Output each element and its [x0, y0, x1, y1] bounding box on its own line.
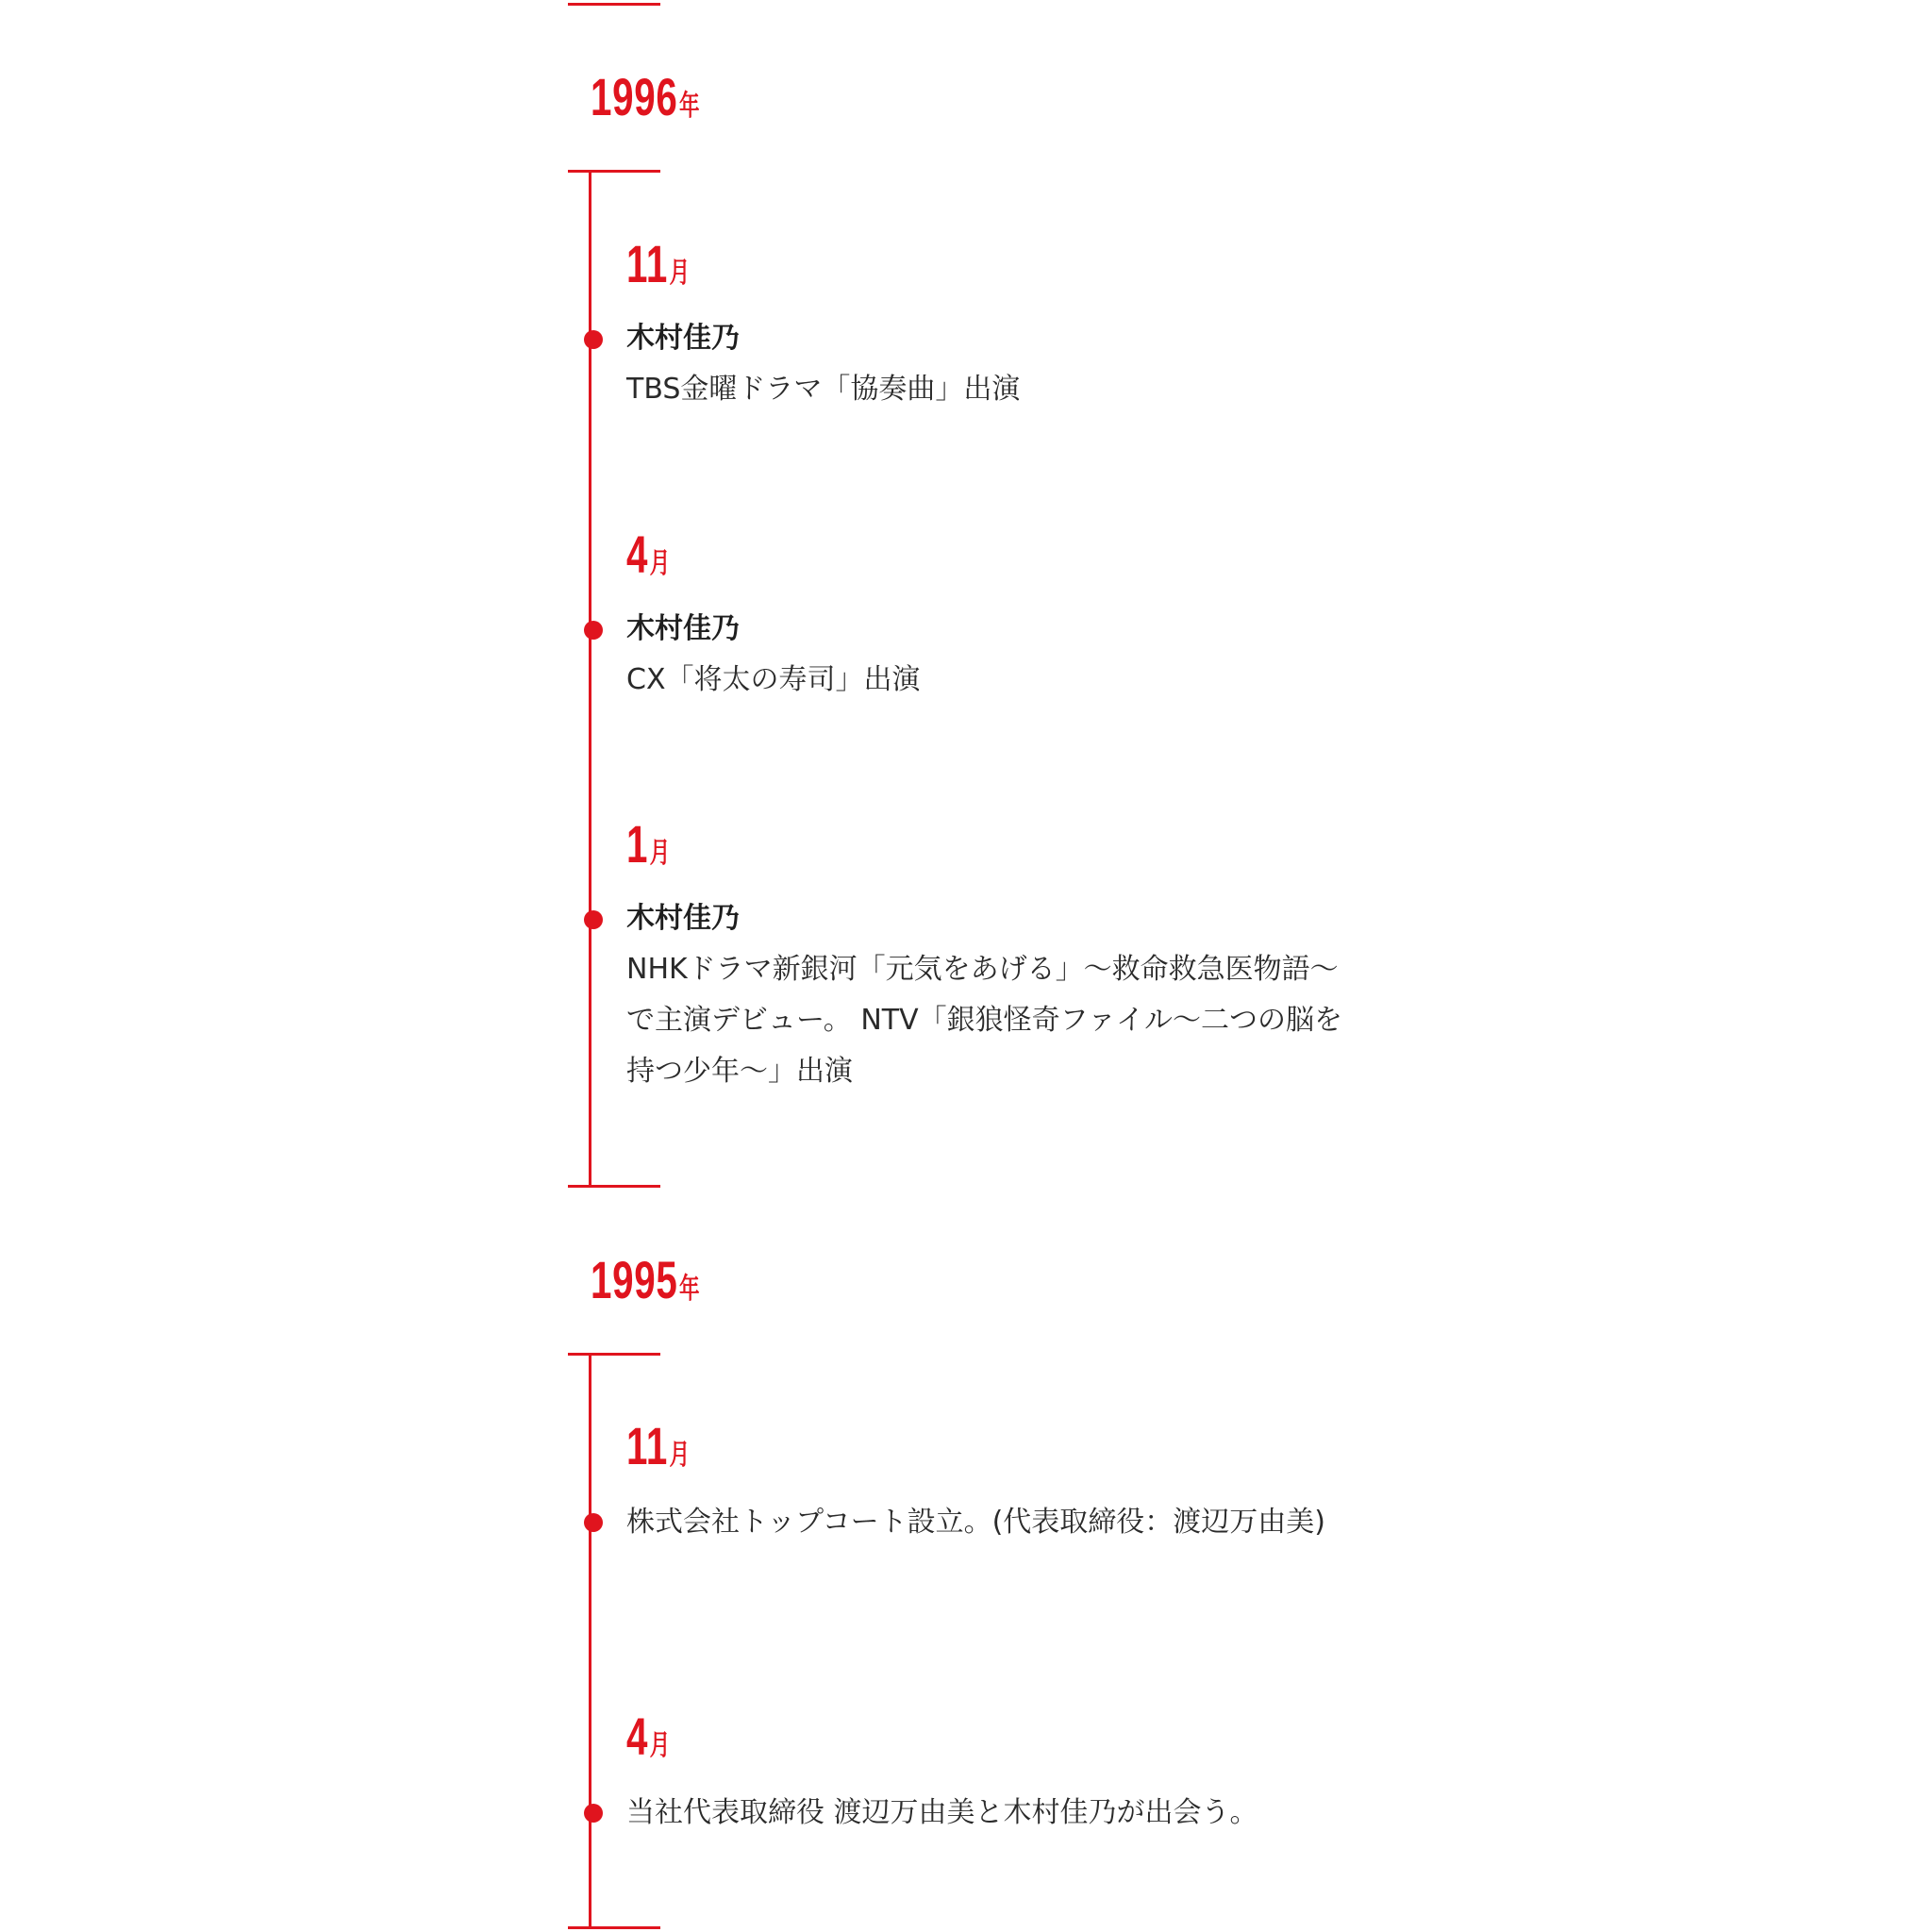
timeline-dot — [584, 1804, 603, 1823]
entry-name: 木村佳乃 — [626, 902, 740, 935]
year-heading — [591, 66, 700, 127]
timeline-dot — [584, 910, 603, 929]
month-number: 4 — [626, 1707, 649, 1766]
entry-text: 株式会社トップコート設立。(代表取締役：渡辺万由美) — [626, 1506, 1326, 1539]
month-heading — [626, 233, 690, 294]
entry-text: 当社代表取締役 渡辺万由美と木村佳乃が出会う。 — [626, 1796, 1258, 1829]
timeline-cap-1996-end — [568, 1185, 660, 1188]
timeline-dot — [584, 330, 603, 349]
entry-text: TBS金曜ドラマ「協奏曲」出演 — [626, 373, 1021, 406]
month-heading — [626, 1706, 670, 1767]
month-heading — [626, 524, 670, 585]
timeline-entry — [626, 893, 1362, 1097]
year-number: 1995 — [591, 1250, 678, 1309]
month-unit: 月 — [669, 258, 691, 289]
month-number: 1 — [626, 814, 649, 874]
year-unit: 年 — [679, 91, 700, 122]
month-unit: 月 — [669, 1440, 691, 1471]
timeline-cap-1995-end — [568, 1926, 660, 1929]
timeline-cap-1996-start — [568, 170, 660, 173]
month-unit: 月 — [649, 1730, 671, 1761]
month-unit: 月 — [649, 838, 671, 869]
entry-text: CX「将太の寿司」出演 — [626, 663, 921, 696]
month-number: 11 — [626, 234, 669, 293]
month-heading — [626, 1415, 690, 1476]
timeline-dot — [584, 1513, 603, 1532]
timeline-line-1995 — [589, 1354, 591, 1929]
timeline-entry — [626, 1497, 1362, 1548]
year-unit: 年 — [679, 1274, 700, 1305]
entry-text: NHKドラマ新銀河「元気をあげる」〜救命救急医物語〜で主演デビュー。 NTV「銀狼怪奇ファイル〜二つの脳を持つ少年〜」出演 — [626, 953, 1343, 1088]
entry-name: 木村佳乃 — [626, 612, 740, 645]
timeline-line-1996 — [589, 171, 591, 1188]
entry-name: 木村佳乃 — [626, 322, 740, 355]
timeline-entry — [626, 604, 1362, 706]
timeline-dot — [584, 621, 603, 640]
month-heading — [626, 813, 670, 874]
timeline-entry — [626, 313, 1362, 415]
month-unit: 月 — [649, 548, 671, 579]
year-heading — [591, 1249, 700, 1310]
month-number: 4 — [626, 525, 649, 584]
year-number: 1996 — [591, 67, 678, 126]
timeline-cap-1995-start — [568, 1353, 660, 1356]
month-number: 11 — [626, 1416, 669, 1475]
timeline-entry — [626, 1788, 1362, 1839]
timeline-cap-top — [568, 3, 660, 6]
